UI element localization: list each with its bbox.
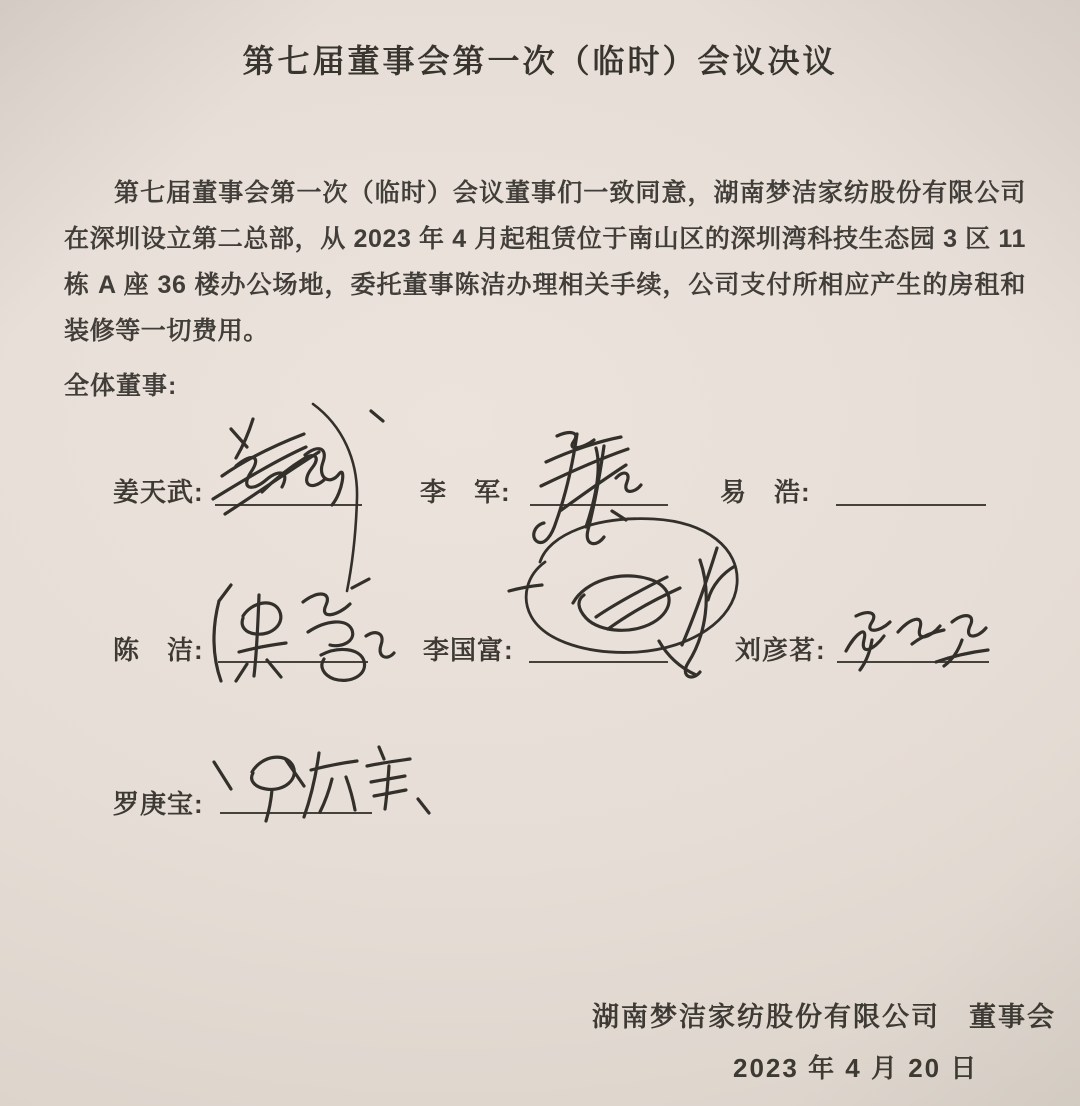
signer-label-jiang-tianwu: 姜天武: <box>113 477 204 507</box>
signer-label-li-guofu: 李国富: <box>423 635 514 665</box>
signature-jiang-tianwu <box>213 404 383 591</box>
signer-label-yi-hao: 易 浩: <box>720 477 811 507</box>
document-title: 第七届董事会第一次（临时）会议决议 <box>242 43 838 79</box>
signature-li-guofu <box>509 448 737 677</box>
footer-date: 2023 年 4 月 20 日 <box>733 1053 979 1083</box>
signer-label-li-jun: 李 军: <box>420 477 511 507</box>
signature-chen-jie <box>214 579 394 681</box>
signature-line-chen-jie <box>218 661 368 663</box>
signature-line-jiang-tianwu <box>215 504 362 506</box>
signature-line-li-guofu <box>529 661 668 663</box>
body-paragraph: 第七届董事会第一次（临时）会议董事们一致同意，湖南梦洁家纺股份有限公司在深圳设立第二总部，从 2023 年 4 月起租赁位于南山区的深圳湾科技生态园 3 区 11 栋 A 座 36 楼办公场地，委托董事陈洁办理相关手续，公司支付所相应产生的房租和装修等一切费用。 <box>64 179 1026 345</box>
signature-line-liu-yanming <box>837 661 989 663</box>
signer-label-liu-yanming: 刘彦茗: <box>735 635 826 665</box>
signature-line-yi-hao <box>836 504 986 506</box>
signature-line-li-jun <box>530 504 668 506</box>
signer-label-luo-gengbao: 罗庚宝: <box>113 789 204 819</box>
footer-issuer: 湖南梦洁家纺股份有限公司 董事会 <box>592 1002 1056 1032</box>
signature-luo-gengbao <box>214 747 429 821</box>
signers-heading: 全体董事: <box>64 372 178 400</box>
signature-line-luo-gengbao <box>220 812 372 814</box>
signer-label-chen-jie: 陈 洁: <box>113 635 204 665</box>
signature-li-jun <box>534 433 641 544</box>
